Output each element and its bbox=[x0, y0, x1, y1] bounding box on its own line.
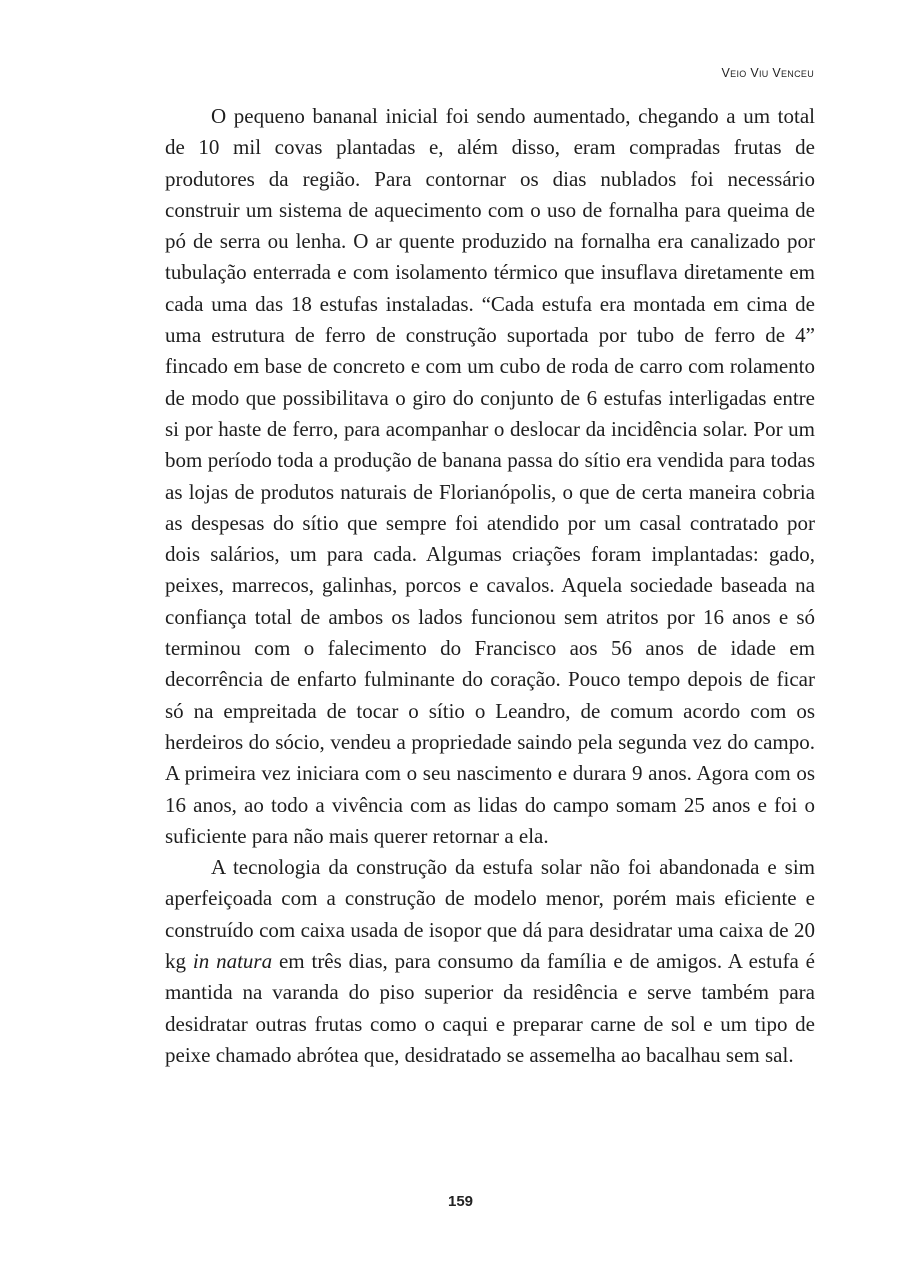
running-header: Veio Viu Venceu bbox=[721, 66, 814, 80]
page-number: 159 bbox=[447, 1193, 474, 1210]
paragraph-2-italic-phrase: in natura bbox=[192, 949, 273, 974]
paragraph-2-text-before: A tecnologia da construção da estufa solar não foi abandonada e sim aperfeiçoada com a construção de modelo menor, porém mais eficiente e construído com caixa usada de isopor que dá para desidratar uma caixa de 20 kg bbox=[165, 855, 815, 974]
paragraph-2 bbox=[165, 852, 815, 1071]
body-text bbox=[165, 101, 815, 1071]
paragraph-1: O pequeno bananal inicial foi sendo aumentado, chegando a um total de 10 mil covas plantadas e, além disso, eram compradas frutas de produtores da região. Para contornar os dias nublados foi necessário construir um sistema de aquecimento com o uso de fornalha para queima de pó de serra ou lenha. O ar quente produzido na fornalha era canalizado por tubulação enterrada e com isolamento térmico que insuflava diretamente em cada uma das 18 estufas instaladas. “Cada estufa era montada em cima de uma estrutura de ferro de construção suportada por tubo de ferro de 4” fincado em base de concreto e com um cubo de roda de carro com rolamento de modo que possibilitava o giro do conjunto de 6 estufas interligadas entre si por haste de ferro, para acompanhar o deslocar da incidência solar. Por um bom período toda a produção de banana passa do sítio era vendida para todas as lojas de produtos naturais de Florianópolis, o que de certa maneira cobria as despesas do sítio que sempre foi atendido por um casal contratado por dois salários, um para cada. Algumas criações foram implantadas: gado, peixes, marrecos, galinhas, porcos e cavalos. Aquela sociedade baseada na confiança total de ambos os lados funcionou sem atritos por 16 anos e só terminou com o falecimento do Francisco aos 56 anos de idade em decorrência de enfarto fulminante do coração. Pouco tempo depois de ficar só na empreitada de tocar o sítio o Leandro, de comum acordo com os herdeiros do sócio, vendeu a propriedade saindo pela segunda vez do campo. A primeira vez iniciara com o seu nascimento e durara 9 anos. Agora com os 16 anos, ao todo a vivência com as lidas do campo somam 25 anos e foi o suficiente para não mais querer retornar a ela. bbox=[165, 104, 815, 848]
paragraph-2-text-after: em três dias, para consumo da família e de amigos. A estufa é mantida na varanda do piso superior da residência e serve também para desidratar outras frutas como o caqui e preparar carne de sol e um tipo de peixe chamado abrótea que, desidratado se assemelha ao bacalhau sem sal. bbox=[165, 949, 816, 1067]
